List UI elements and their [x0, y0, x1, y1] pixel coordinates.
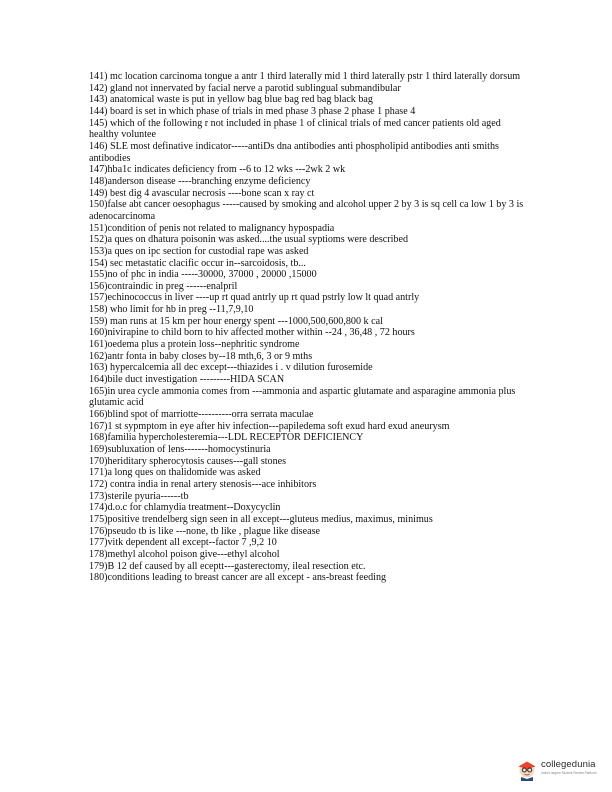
question-line: 160)nivirapine to child born to hiv affected mother within --24 , 36,48 , 72 hours	[89, 327, 415, 339]
question-line: 177)vitk dependent all except--factor 7 ,9,2 10	[89, 537, 277, 549]
question-line: 167)1 st sypmptom in eye after hiv infection---papiledema soft exud hard exud aneurysm	[89, 420, 450, 432]
question-line: 141) mc location carcinoma tongue a antr 1 third laterally mid 1 third laterally pstr 1 third laterally dorsum	[89, 71, 521, 82]
question-line: 155)no of phc in india -----30000, 37000 , 20000 ,15000	[89, 269, 317, 281]
question-line: 159) man runs at 15 km per hour energy spent ---1000,500,600,800 k cal	[89, 315, 383, 327]
question-line: 156)contraindic in preg ------enalpril	[89, 280, 238, 292]
question-line: 169)subluxation of lens-------homocystinuria	[89, 444, 271, 455]
brand-tagline: India's largest Student Review Platform	[541, 771, 597, 775]
question-line: 147)hba1c indicates deficiency from --6 to 12 wks ---2wk 2 wk	[89, 164, 346, 176]
question-line: 170)heriditary spherocytosis causes---gall stones	[89, 455, 287, 467]
brand-name: collegedunia	[541, 759, 596, 770]
question-line: 161)oedema plus a protein loss--nephritic syndrome	[89, 339, 300, 351]
question-line: 164)bile duct investigation ---------HIDA SCAN	[89, 374, 285, 386]
question-line: 171)a long ques on thalidomide was asked	[89, 467, 261, 479]
question-line: 152)a ques on dhatura poisonin was asked....the usual syptioms were described	[89, 234, 409, 246]
question-line: 163) hypercalcemia all dec except---thiazides i . v dilution furosemide	[89, 362, 373, 374]
document-body	[89, 71, 529, 584]
question-line: 144) board is set in which phase of trials in med phase 3 phase 2 phase 1 phase 4	[89, 105, 416, 117]
question-line: 172) contra india in renal artery stenosis---ace inhibitors	[89, 478, 317, 490]
question-line: 173)sterile pyuria------tb	[89, 490, 189, 502]
question-line: 142) gland not innervated by facial nerve a parotid sublingual submandibular	[89, 82, 401, 94]
question-line: 175)positive trendelberg sign seen in all except---gluteus medius, maximus, minimus	[89, 513, 433, 525]
question-line: 146) SLE most definative indicator-----antiDs dna antibodies anti phospholipid antibodies anti smiths antibodies	[89, 140, 499, 164]
question-line: 176)pseudo tb is like ---none, tb like , plague like disease	[89, 525, 320, 537]
question-line: 153)a ques on ipc section for custodial rape was asked	[89, 245, 309, 257]
question-line: 143) anatomical waste is put in yellow bag blue bag red bag black bag	[89, 94, 373, 106]
question-line: 180)conditions leading to breast cancer are all except - ans-breast feeding	[89, 572, 387, 584]
question-line: 150)false abt cancer oesophagus -----caused by smoking and alcohol upper 2 by 3 is sq cell ca low 1 by 3 is adenocarcinoma	[89, 199, 524, 222]
question-line: 162)antr fonta in baby closes by--18 mth,6, 3 or 9 mths	[89, 350, 313, 362]
question-line: 179)B 12 def caused by all eceptt---gasterectomy, ileal resection etc.	[89, 560, 366, 572]
question-line: 166)blind spot of marriotte----------orra serrata maculae	[89, 409, 314, 421]
question-line: 168)familia hypercholesteremia---LDL RECEPTOR DEFICIENCY	[89, 432, 364, 444]
collegedunia-logo	[512, 754, 608, 784]
question-line: 165)in urea cycle ammonia comes from ---ammonia and aspartic glutamate and asparagine ammonia plus glutamic acid	[89, 385, 516, 409]
question-line: 148)anderson disease ----branching enzyme deficiency	[89, 175, 311, 187]
question-line: 174)d.o.c for chlamydia treatment--Doxycyclin	[89, 502, 281, 514]
question-line: 151)condition of penis not related to malignancy hypospadia	[89, 222, 335, 234]
question-line: 149) best dig 4 avascular necrosis ----bone scan x ray ct	[89, 187, 315, 199]
question-line: 157)echinococcus in liver ----up rt quad antrly up rt quad pstrly low lt quad antrly	[89, 292, 420, 304]
question-line: 178)methyl alcohol poison give---ethyl alcohol	[89, 548, 280, 560]
question-line: 154) sec metastatic clacific occur in--sarcoidosis, tb...	[89, 257, 306, 269]
question-line: 158) who limit for hb in preg --11,7,9,10	[89, 304, 254, 316]
student-mascot-icon	[516, 758, 538, 782]
question-line: 145) which of the following r not included in phase 1 of clinical trials of med cancer patients old aged healthy voluntee	[89, 117, 501, 141]
